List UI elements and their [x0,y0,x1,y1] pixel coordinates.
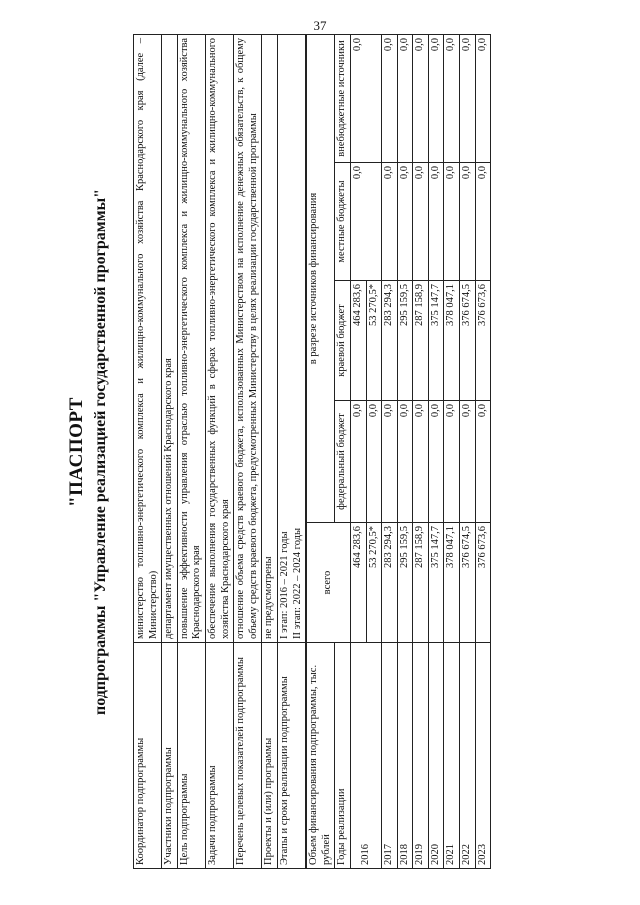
extra-cell: 0,0 [444,34,460,162]
federal-cell: 0,0 [382,401,398,523]
regional-cell: 464 283,6 [350,281,366,401]
years-header: Годы реализации [335,643,351,869]
local-cell: 0,0 [475,163,491,281]
total-header: всего [306,523,350,643]
finance-row [413,34,429,868]
year-cell: 2020 [428,643,444,869]
passport-row [177,34,205,868]
regional-cell: 283 294,3 [382,281,398,401]
page-number: 37 [313,18,327,33]
passport-row [234,34,262,868]
finance-header-row [335,34,351,868]
passport-row [134,34,162,868]
passport-table [133,34,491,869]
row-label: Проекты и (или) программы [262,643,278,869]
regional-cell: 378 047,1 [444,281,460,401]
federal-cell: 0,0 [350,401,366,523]
row-value: повышение эффективности управления отраслью топливно-энергетического комплекса и жилищно-коммунального хозяйства Краснодарского края [177,34,205,642]
finance-row [460,34,476,868]
passport-row [162,34,178,868]
finance-row [350,34,366,868]
federal-header: федеральный бюджет [335,401,351,523]
finance-row [428,34,444,868]
finance-row [397,34,413,868]
year-cell: 2021 [444,643,460,869]
federal-cell: 0,0 [460,401,476,523]
passport-row [262,34,278,868]
regional-cell: 375 147,7 [428,281,444,401]
extra-cell: 0,0 [382,34,398,162]
year-cell: 2023 [475,643,491,869]
total-cell: 287 158,9 [413,523,429,643]
total-cell: 375 147,7 [428,523,444,643]
stage-line: II этап: 2022 – 2024 годы [291,527,303,639]
total-cell: 464 283,6 [350,523,366,643]
regional-cell: 287 158,9 [413,281,429,401]
extra-cell: 0,0 [428,34,444,162]
regional-header: краевой бюджет [335,281,351,401]
local-cell: 0,0 [413,163,429,281]
local-header: местные бюджеты [335,163,351,281]
extra-cell: 0,0 [460,34,476,162]
finance-row [475,34,491,868]
total-cell: 376 673,6 [475,523,491,643]
row-value: департамент имущественных отношений Краснодарского края [162,34,178,642]
passport-row [205,34,233,868]
row-value: обеспечение выполнения государственных функций в сферах топливно-энергетического комплекса и жилищно-коммунального хозяйства Краснодарского края [205,34,233,642]
total-cell: 283 294,3 [382,523,398,643]
local-cell: 0,0 [444,163,460,281]
row-label: Этапы и сроки реализации подпрограммы [277,643,306,869]
year-cell: 2018 [397,643,413,869]
federal-cell: 0,0 [475,401,491,523]
passport-body [134,34,491,868]
passport-row [277,34,306,868]
total-cell: 295 159,5 [397,523,413,643]
stage-line: I этап: 2016 – 2021 годы [278,531,290,639]
row-value [277,34,306,642]
total-cell: 376 674,5 [460,523,476,643]
row-value: министерство топливно-энергетического комплекса и жилищно-коммунального хозяйства Краснодарского края (далее – Министерство) [134,34,162,642]
extra-cell: 0,0 [397,34,413,162]
extra-header: внебюджетные источники [335,34,351,162]
local-cell: 0,0 [350,163,381,281]
year-cell: 2017 [382,643,398,869]
row-value: не предусмотрены [262,34,278,642]
title-block [60,32,124,872]
local-cell: 0,0 [382,163,398,281]
year-cell: 2016 [350,643,381,869]
finance-section-row [306,34,335,868]
finance-row [382,34,398,868]
finance-row [444,34,460,868]
federal-cell: 0,0 [428,401,444,523]
row-label: Участники подпрограммы [162,643,178,869]
total-cell: 53 270,5* [366,523,382,643]
row-value: отношение объема средств краевого бюджета, использованных Министерством на исполнение денежных обязательств, к общему объему средств краевого бюджета, предусмотренных Министерству в целях реализации государственной программы [234,34,262,642]
regional-cell: 53 270,5* [366,281,382,401]
document-subtitle: подпрограммы "Управление реализацией государственной программы" [92,189,109,715]
sources-header: в разрезе источников финансирования [306,34,335,522]
federal-cell: 0,0 [366,401,382,523]
extra-cell: 0,0 [350,34,381,162]
extra-cell: 0,0 [413,34,429,162]
row-label: Цель подпрограммы [177,643,205,869]
total-cell: 378 047,1 [444,523,460,643]
federal-cell: 0,0 [413,401,429,523]
document-title: "ПАСПОРТ [66,397,87,507]
extra-cell: 0,0 [475,34,491,162]
regional-cell: 376 674,5 [460,281,476,401]
rotated-page-content [60,32,580,872]
year-cell: 2019 [413,643,429,869]
regional-cell: 376 673,6 [475,281,491,401]
regional-cell: 295 159,5 [397,281,413,401]
federal-cell: 0,0 [444,401,460,523]
row-label: Координатор подпрограммы [134,643,162,869]
row-label: Перечень целевых показателей подпрограммы [234,643,262,869]
local-cell: 0,0 [460,163,476,281]
local-cell: 0,0 [428,163,444,281]
federal-cell: 0,0 [397,401,413,523]
local-cell: 0,0 [397,163,413,281]
row-label: Задачи подпрограммы [205,643,233,869]
finance-section-label: Объем финансирования подпрограммы, тыс. рублей [306,643,335,869]
year-cell: 2022 [460,643,476,869]
